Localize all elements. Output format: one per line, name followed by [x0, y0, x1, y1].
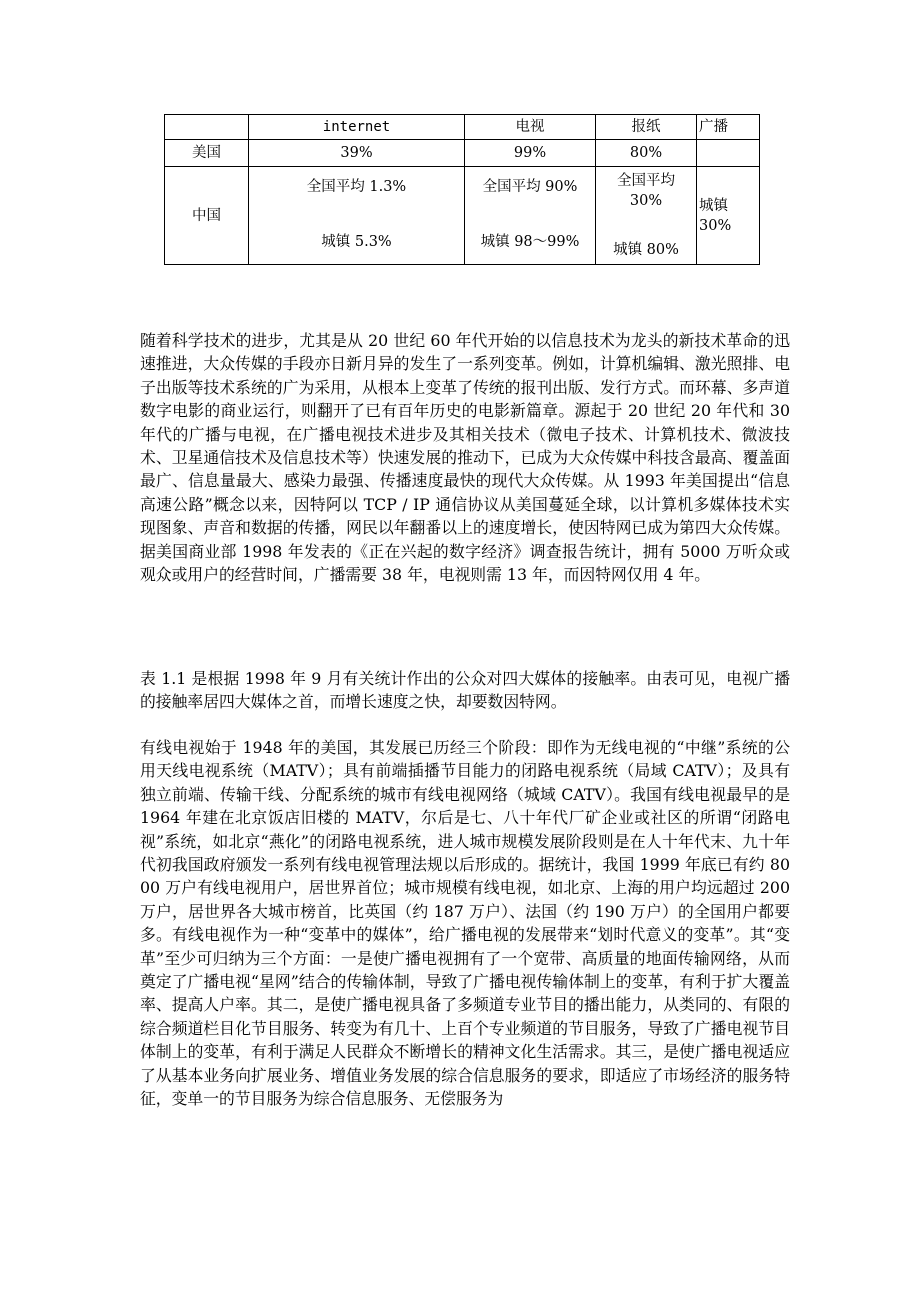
header-cell-newspaper: 报纸 — [596, 115, 697, 140]
watermark: www.zixin.com.cn — [500, 592, 910, 643]
cell-usa-newspaper: 80% — [596, 140, 697, 167]
body-paragraph: 随着科学技术的进步，尤其是从 20 世纪 60 年代开始的以信息技术为龙头的新技术革命的迅速推进，大众传媒的手段亦日新月异的发生了一系列变革。例如，计算机编辑、激光照排、电子出版等技术系统的广为采用，从根本上变革了传统的报刊出版、发行方式。而环幕、多声道数字电影的商业运行，则翻开了已有百年历史的电影新篇章。源起于 20 世纪 20 年代和 30 年代的广播与电视，在广播电视技术进步及其相关技术（微电子技术、计算机技术、微波技术、卫星通信技术及信息技术等）快速发展的推动下，已成为大众传媒中科技含最高、覆盖面最广、信息量最大、感染力最强、传播速度最快的现代大众传媒。从 1993 年美国提出“信息高速公路”概念以来，因特阿以 TCP / IP 通信协议从美国蔓延全球，以计算机多媒体技术实现图象、声音和数据的传播，网民以年翻番以上的速度增长，使因特网已成为第四大众传媒。据美国商业部 1998 年发表的《正在兴起的数字经济》调查报告统计，拥有 5000 万听众或观众或用户的经营时间，广播需要 38 年，电视则需 13 年，而因特网仅用 4 年。 — [140, 331, 790, 585]
cell-china-radio — [697, 167, 760, 265]
cell-value: 城镇 98～99% — [480, 234, 580, 250]
row-label-usa: 美国 — [165, 140, 249, 167]
cell-value: 30% — [699, 217, 732, 234]
cell-value: 全国平均 — [617, 173, 675, 189]
cell-value: 全国平均 1.3% — [306, 179, 407, 195]
table-row-usa — [165, 140, 760, 167]
cell-value: 城镇 5.3% — [321, 234, 392, 250]
cell-usa-radio — [697, 140, 760, 167]
cell-china-tv — [465, 167, 596, 265]
header-cell-internet: internet — [249, 115, 465, 140]
header-cell-empty — [165, 115, 249, 140]
cell-china-newspaper — [596, 167, 697, 265]
media-contact-rate-table — [164, 114, 760, 265]
cell-value: 全国平均 90% — [482, 179, 578, 195]
header-cell-tv: 电视 — [465, 115, 596, 140]
body-paragraph: 有线电视始于 1948 年的美国，其发展已历经三个阶段：即作为无线电视的“中继”系统的公用天线电视系统（MATV）；具有前端插播节目能力的闭路电视系统（局域 CATV）；及具有独立前端、传输干线、分配系统的城市有线电视网络（城域 CATV）。我国有线电视最早的是 1964 年建在北京饭店旧楼的 MATV，尔后是七、八十年代厂矿企业或社区的所谓“闭路电视”系统，如北京“燕化”的闭路电视系统，进人城市规模发展阶段则是在人十年代末、九十年代初我国政府颁发一系列有线电视管理法规以后形成的。据统计，我国 1999 年底已有约 8000 万户有线电视用户，居世界首位；城市规模有线电视，如北京、上海的用户均远超过 200 万户，居世界各大城市榜首，比英国（约 187 万户）、法国（约 190 万户）的全国用户都要多。有线电视作为一种“变革中的媒体”，给广播电视的发展带来“划时代意义的变革”。其“变革”至少可归纳为三个方面：一是使广播电视拥有了一个宽带、高质量的地面传输网络，从而奠定了广播电视“星网”结合的传输体制，导致了广播电视传输体制上的变革，有利于扩大覆盖率、提高人户率。其二，是使广播电视具备了多频道专业节目的播出能力，从类同的、有限的综合频道栏目化节目服务、转变为有几十、上百个专业频道的节目服务，导致了广播电视节目体制上的变革，有利于满足人民群众不断增长的精神文化生活需求。其三，是使广播电视适应了从基本业务向扩展业务、增值业务发展的综合信息服务的要求，即适应了市场经济的服务特征，变单一的节目服务为综合信息服务、无偿服务为 — [140, 738, 790, 1109]
cell-usa-internet: 39% — [249, 140, 465, 167]
cell-value: 30% — [629, 193, 663, 209]
header-cell-radio: 广播 — [697, 115, 760, 140]
body-paragraph: 表 1.1 是根据 1998 年 9 月有关统计作出的公众对四大媒体的接触率。由表可见，电视广播的接触率居四大媒体之首，而增长速度之快，却要数因特网。 — [140, 669, 790, 712]
cell-usa-tv: 99% — [465, 140, 596, 167]
cell-value: 城镇 80% — [613, 242, 679, 258]
cell-china-internet — [249, 167, 465, 265]
row-label-china: 中国 — [165, 167, 249, 265]
table-header-row — [165, 115, 760, 140]
table-row-china — [165, 167, 760, 265]
cell-value: 城镇 — [699, 197, 728, 214]
